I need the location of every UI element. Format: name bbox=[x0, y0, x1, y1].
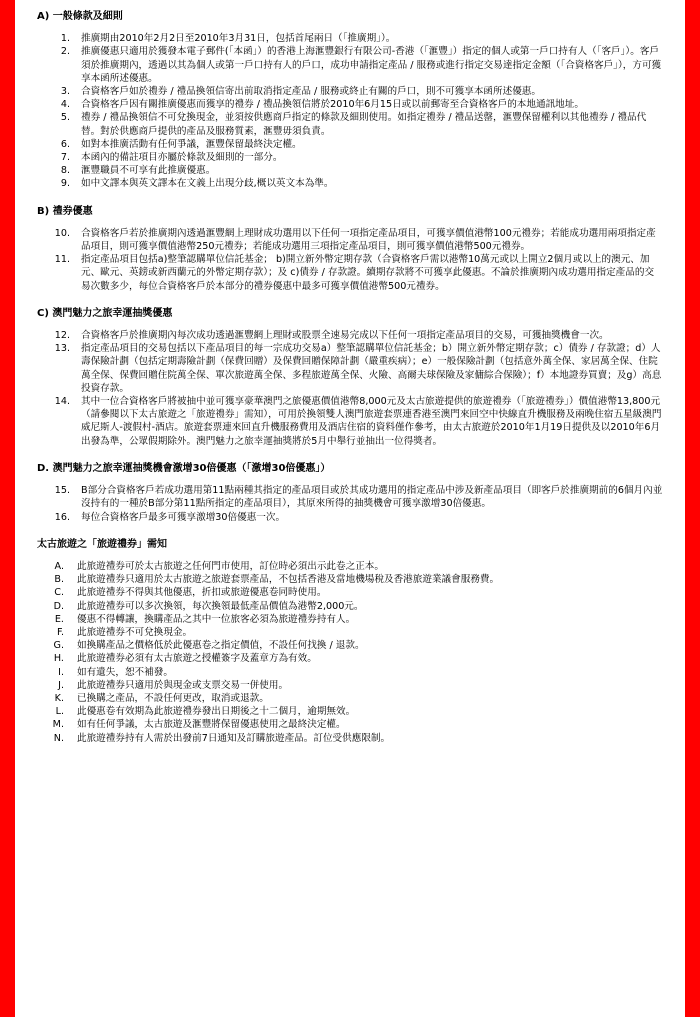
terms-list bbox=[37, 560, 663, 745]
item-text: 合資格客戶因有關推廣優惠而獲享的禮券 / 禮品換領信將於2010年6月15日或以前郵寄至合資格客戶的本地通訊地址。 bbox=[81, 99, 584, 111]
terms-list bbox=[37, 484, 663, 524]
item-number: 16. bbox=[54, 511, 70, 523]
item-text: 此旅遊禮券不得與其他優惠，折扣或旅遊優惠卷同時使用。 bbox=[77, 587, 327, 599]
list-item bbox=[37, 342, 663, 395]
list-item bbox=[37, 138, 663, 151]
section-lucky-draw bbox=[37, 307, 663, 448]
list-item bbox=[37, 732, 663, 745]
terms-list bbox=[37, 329, 663, 448]
item-number: D. bbox=[53, 600, 64, 612]
list-item bbox=[37, 98, 663, 111]
item-text: 此旅遊禮券必須有太古旅遊之授權簽字及蓋章方為有效。 bbox=[77, 653, 317, 665]
item-text: 合資格客戶若於推廣期內透過滙豐網上理財成功選用以下任何一項指定產品項目，可獲享價值港幣100元禮券；若能成功選用兩項指定產品項目，則可獲享價值港幣250元禮券；若能成功選用三項指定產品項目，則可獲享價值港幣500元禮券。 bbox=[81, 227, 656, 253]
list-item bbox=[37, 639, 663, 652]
item-text: 合資格客戶於推廣期內每次成功透過滙豐網上理財或股票全速易完成以下任何一項指定產品項目的交易，可獲抽獎機會一次。 bbox=[81, 330, 609, 342]
item-text: 此旅遊禮券持有人需於出發前7日通知及訂購旅遊產品。訂位受供應限制。 bbox=[77, 732, 391, 744]
section-boost-offer bbox=[37, 462, 663, 524]
terms-list bbox=[37, 227, 663, 293]
item-text: 滙豐職員不可享有此推廣優惠。 bbox=[81, 165, 216, 177]
item-number: H. bbox=[53, 653, 64, 665]
terms-document bbox=[15, 0, 685, 1017]
item-number: 3. bbox=[60, 86, 70, 98]
item-number: 7. bbox=[60, 152, 70, 164]
item-number: G. bbox=[53, 640, 64, 652]
item-text: 如換購產品之價格低於此優惠卷之指定價值，不設任何找換 / 退款。 bbox=[77, 640, 365, 652]
list-item bbox=[37, 177, 663, 190]
list-item bbox=[37, 692, 663, 705]
list-item bbox=[37, 626, 663, 639]
item-number: 13. bbox=[54, 343, 70, 355]
item-text: 合資格客戶如於禮券 / 禮品換領信寄出前取消指定產品 / 服務或終止有關的戶口，則不可獲享本函所述優惠。 bbox=[81, 86, 541, 98]
item-number: N. bbox=[53, 732, 64, 744]
item-number: J. bbox=[58, 679, 64, 691]
item-text: 如有遺失，恕不補發。 bbox=[77, 666, 173, 678]
list-item bbox=[37, 253, 663, 293]
list-item bbox=[37, 45, 663, 85]
list-item bbox=[37, 573, 663, 586]
list-item bbox=[37, 666, 663, 679]
item-number: B. bbox=[54, 574, 64, 586]
list-item bbox=[37, 718, 663, 731]
item-number: M. bbox=[52, 719, 64, 731]
item-number: I. bbox=[58, 666, 64, 678]
list-item bbox=[37, 600, 663, 613]
section-coupon bbox=[37, 205, 663, 293]
item-text: 此旅遊禮券只適用於與現金或支票交易一併使用。 bbox=[77, 679, 289, 691]
item-text: 如有任何爭議，太古旅遊及滙豐將保留優惠使用之最終決定權。 bbox=[77, 719, 346, 731]
list-item bbox=[37, 613, 663, 626]
list-item bbox=[37, 164, 663, 177]
item-number: C. bbox=[54, 587, 64, 599]
list-item bbox=[37, 484, 663, 510]
item-number: 8. bbox=[60, 165, 70, 177]
item-text: 本函內的備註項目亦屬於條款及細則的一部分。 bbox=[81, 152, 283, 164]
list-item bbox=[37, 679, 663, 692]
item-text: 已換購之產品，不設任何更改，取消或退款。 bbox=[77, 692, 269, 704]
item-text: 指定產品項目包括a)整筆認購單位信託基金； b)開立新外幣定期存款（合資格客戶需以港幣10萬元或以上開立2個月或以上的澳元、加元、歐元、英鎊或新西蘭元的外幣定期存款）；及 c)債券 / 存款證。續期存款將不可獲享此優惠。不論於推廣期內成功選用指定產品的交易次數多少，每位合資格客戶於本部分的禮券優惠中最多可獲享價值港幣500元禮券。 bbox=[81, 254, 655, 292]
item-number: 5. bbox=[60, 112, 70, 124]
section-travel-voucher bbox=[37, 538, 663, 745]
section-title: C) 澳門魅力之旅幸運抽獎優惠 bbox=[37, 307, 173, 319]
item-text: 此旅遊禮券可於太古旅遊之任何門市使用，訂位時必須出示此卷之正本。 bbox=[77, 560, 384, 572]
item-number: 11. bbox=[54, 254, 70, 266]
item-number: 2. bbox=[60, 46, 70, 58]
list-item bbox=[37, 111, 663, 137]
list-item bbox=[37, 511, 663, 524]
list-item bbox=[37, 705, 663, 718]
item-number: 6. bbox=[60, 138, 70, 150]
item-text: 此優惠卷有效期為此旅遊禮券發出日期後之十二個月，逾期無效。 bbox=[77, 706, 356, 718]
item-number: K. bbox=[54, 692, 64, 704]
list-item bbox=[37, 151, 663, 164]
item-text: 每位合資格客戶最多可獲享激增30倍優惠一次。 bbox=[81, 511, 286, 523]
list-item bbox=[37, 560, 663, 573]
item-number: 4. bbox=[60, 99, 70, 111]
section-title: A) 一般條款及細則 bbox=[37, 11, 123, 22]
item-number: A. bbox=[54, 560, 64, 572]
section-title: 太古旅遊之「旅遊禮券」需知 bbox=[37, 538, 167, 550]
item-text: 此旅遊禮券不可兌換現金。 bbox=[77, 626, 193, 638]
item-text: 此旅遊禮券可以多次換領，每次換領最低產品價值為港幣2,000元。 bbox=[77, 600, 364, 612]
item-number: 15. bbox=[54, 485, 70, 497]
item-text: 其中一位合資格客戶將被抽中並可獲享豪華澳門之旅優惠價值港幣8,000元及太古旅遊提供的旅遊禮券（「旅遊禮券」）價值港幣13,800元（請參閱以下太古旅遊之「旅遊禮券」需知），可用於換領雙人澳門旅遊套票連香港至澳門來回空中快線直升機服務及兩晚住宿五星級澳門威尼斯人-渡假村-酒店。旅遊套票連來回直升機服務費用及酒店住宿的資料僅作參考，由太古旅遊於2010年1月19日提供及以2010年6月出發為準，公眾假期除外。澳門魅力之旅幸運抽獎將於5月中舉行並抽出一位得獎者。 bbox=[81, 396, 662, 447]
item-number: 12. bbox=[54, 330, 70, 342]
item-text: 如中文譯本與英文譯本在文義上出現分歧,概以英文本為準。 bbox=[81, 178, 334, 190]
item-text: 指定產品項目的交易包括以下產品項目的每一宗成功交易a）整筆認購單位信託基金；b）開立新外幣定期存款；c）債券 / 存款證；d）人壽保險計劃（包括定期壽險計劃（保費回贈）及保費回贈保障計劃（嚴重疾病）；e）一般保險計劃（包括意外萬全保、家居萬全保、住院萬全保、保費回贈住院萬全保、單次旅遊萬全保、多程旅遊萬全保、火險、高爾夫球保險及家傭綜合保險）；f）本地證券買賣；及g）高息投資存款。 bbox=[81, 343, 662, 394]
list-item bbox=[37, 32, 663, 45]
item-number: 10. bbox=[54, 227, 70, 239]
item-number: F. bbox=[56, 626, 64, 638]
list-item bbox=[37, 85, 663, 98]
terms-list bbox=[37, 32, 663, 190]
item-text: 推廣期由2010年2月2日至2010年3月31日，包括首尾兩日（「推廣期」）。 bbox=[81, 33, 396, 45]
item-text: 此旅遊禮券只適用於太古旅遊之旅遊套票產品，不包括香港及當地機場稅及香港旅遊業議會服務費。 bbox=[77, 574, 500, 586]
list-item bbox=[37, 586, 663, 599]
item-text: 優惠不得轉讓，換購產品之其中一位旅客必須為旅遊禮券持有人。 bbox=[77, 613, 356, 625]
item-number: L. bbox=[55, 706, 64, 718]
section-title: D. 澳門魅力之旅幸運抽獎機會激增30倍優惠（「激增30倍優惠」） bbox=[37, 462, 331, 474]
list-item bbox=[37, 652, 663, 665]
list-item bbox=[37, 395, 663, 448]
list-item bbox=[37, 227, 663, 253]
item-number: 14. bbox=[54, 396, 70, 408]
item-text: 推廣優惠只適用於獲發本電子郵件(「本函」）的香港上海滙豐銀行有限公司-香港（「滙豐」）指定的個人或第一戶口持有人（「客戶」）。客戶須於推廣期內，透過以其為個人或第一戶口持有人的戶口，成功申請指定產品 / 服務或進行指定交易達指定金額（「合資格客戶」），方可獲享本函所述優惠。 bbox=[81, 46, 662, 84]
section-general bbox=[37, 10, 663, 191]
item-number: E. bbox=[54, 613, 64, 625]
item-text: 禮券 / 禮品換領信不可兌換現金，並須按供應商戶指定的條款及細則使用。如指定禮券 / 禮品送罄，滙豐保留權利以其他禮券 / 禮品代替。對於供應商戶提供的產品及服務質素，滙豐毋須負責。 bbox=[81, 112, 647, 137]
item-number: 9. bbox=[60, 178, 70, 190]
list-item bbox=[37, 329, 663, 342]
section-title: B) 禮券優惠 bbox=[37, 205, 93, 217]
item-text: 如對本推廣活動有任何爭議，滙豐保留最終決定權。 bbox=[81, 138, 302, 150]
item-text: B部分合資格客戶若成功選用第11點兩種其指定的產品項目或於其成功選用的指定產品中涉及新產品項目（即客戶於推廣期前的6個月內並沒持有的一種於B部分第11點所指定的產品項目），其原來所得的抽獎機會可獲享激增30倍優惠。 bbox=[81, 485, 663, 510]
item-number: 1. bbox=[60, 33, 70, 45]
